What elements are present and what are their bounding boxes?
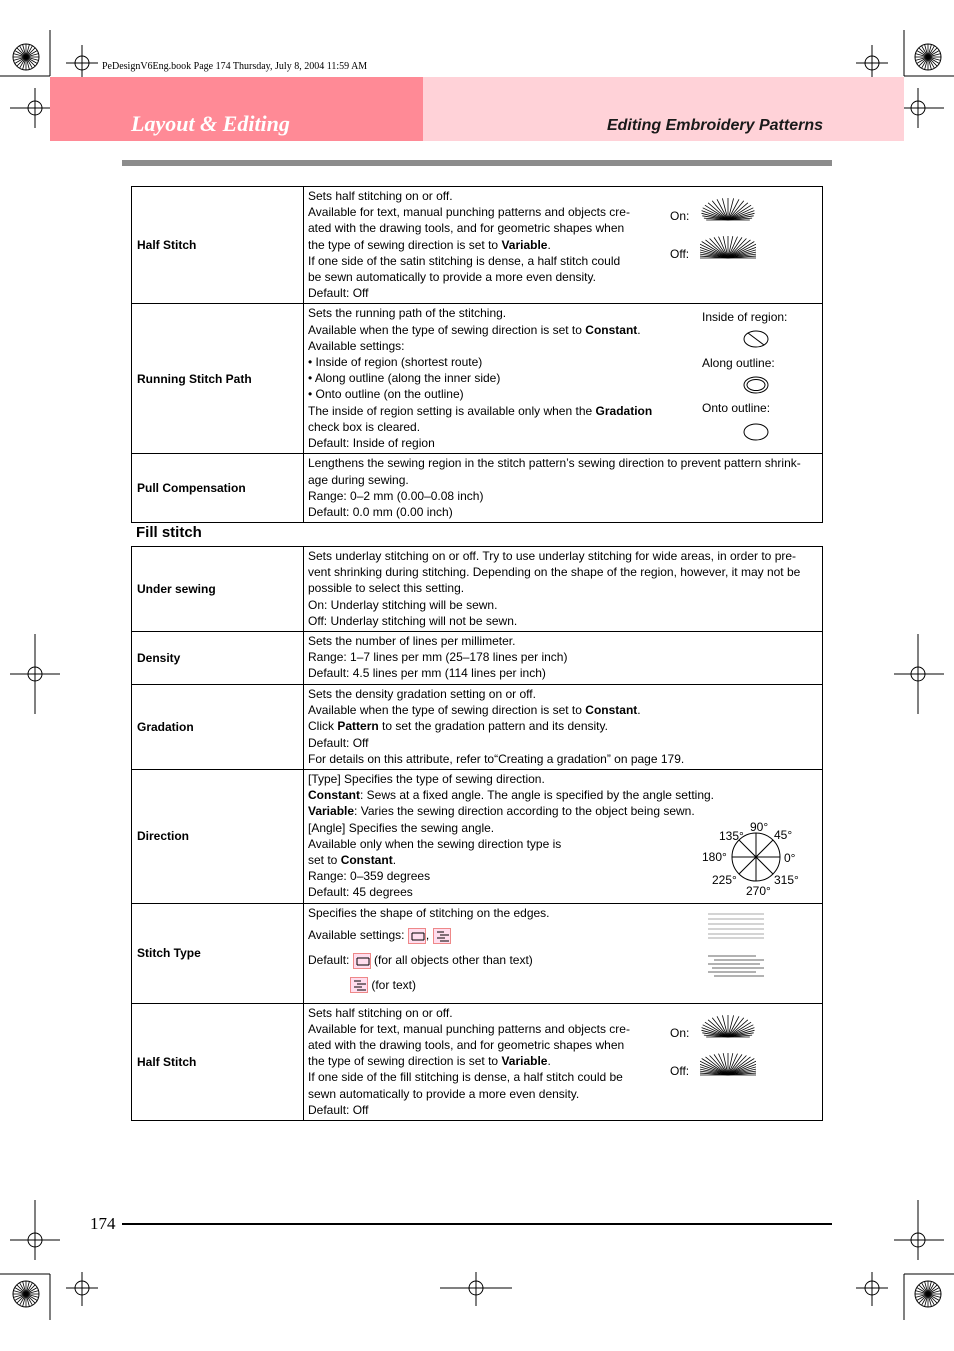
desc-line: set to Constant.: [308, 853, 397, 868]
attribute-description: [304, 1003, 823, 1120]
desc-line: Specifies the shape of stitching on the edges.: [308, 905, 550, 920]
desc-line: Constant: Sews at a fixed angle. The angle is specified by the angle setting.: [308, 788, 714, 803]
satin-attributes-table: [131, 186, 823, 523]
attribute-name: Half Stitch: [132, 187, 304, 304]
attribute-name: Under sewing: [132, 547, 304, 632]
half-stitch-off-icon: [700, 232, 756, 262]
desc-line: • Inside of region (shortest route): [308, 355, 483, 370]
attribute-name: Stitch Type: [132, 903, 304, 1003]
desc-line: Sets the running path of the stitching.: [308, 306, 507, 321]
onto-outline-label: Onto outline:: [702, 401, 771, 416]
chapter-title: Layout & Editing: [131, 111, 290, 136]
desc-line: Available settings: ,: [308, 927, 817, 944]
table-row: [132, 547, 823, 632]
table-row: [132, 304, 823, 454]
desc-line: Default: 45 degrees: [308, 885, 413, 900]
attribute-name: Half Stitch: [132, 1003, 304, 1120]
desc-line: Range: 0–2 mm (0.00–0.08 inch): [308, 488, 484, 503]
desc-line: Default: Inside of region: [308, 436, 435, 451]
section-title: Fill stitch: [136, 524, 202, 541]
section-subtitle: Editing Embroidery Patterns: [606, 117, 823, 134]
desc-line: Available when the type of sewing direction is set to Constant.: [308, 322, 641, 337]
attribute-description: [304, 304, 823, 454]
desc-line: On: Underlay stitching will be sewn.: [308, 597, 498, 612]
inside-region-label: Inside of region:: [702, 310, 788, 325]
inside-region-icon: [742, 329, 770, 349]
off-label: Off:: [670, 1063, 690, 1078]
desc-line: Available for text, manual punching patterns and objects cre-: [308, 205, 630, 220]
desc-line: Available only when the sewing direction type is: [308, 836, 562, 851]
desc-line: The inside of region setting is available only when the Gradation: [308, 403, 653, 418]
desc-line: If one side of the fill stitching is dense, a half stitch could be: [308, 1070, 623, 1085]
desc-line: Available settings:: [308, 338, 405, 353]
attribute-description: [304, 903, 823, 1003]
attribute-name: Gradation: [132, 685, 304, 770]
along-outline-label: Along outline:: [702, 356, 775, 371]
off-label: Off:: [670, 247, 690, 261]
desc-line: sewn automatically to provide a more even density.: [308, 1086, 580, 1101]
desc-line: the type of sewing direction is set to Variable.: [308, 1054, 551, 1069]
table-row: [132, 770, 823, 904]
attribute-name: Density: [132, 632, 304, 685]
desc-line: Sets the density gradation setting on or off.: [308, 687, 536, 702]
on-label: On:: [670, 1025, 690, 1040]
desc-line: ated with the drawing tools, and for geometric shapes when: [308, 221, 625, 236]
desc-line: [Type] Specifies the type of sewing direction.: [308, 772, 545, 787]
attribute-description: [304, 632, 823, 685]
page-number: 174: [90, 1214, 116, 1233]
desc-line: (for text): [308, 977, 817, 994]
desc-line: Available for text, manual punching patterns and objects cre-: [308, 1021, 630, 1036]
on-label: On:: [670, 209, 690, 223]
table-row: [132, 1003, 823, 1120]
zigzag-stitch-icon: [433, 928, 451, 944]
half-stitch-on-icon: [700, 1011, 756, 1039]
flat-stitch-icon: [408, 928, 426, 944]
print-line: PeDesignV6Eng.book Page 174 Thursday, July 8, 2004 11:59 AM: [102, 61, 368, 72]
angle-label: 45°: [774, 828, 793, 843]
table-row: [132, 685, 823, 770]
desc-line: Sets half stitching on or off.: [308, 189, 453, 203]
angle-label: 270°: [746, 884, 771, 899]
footer-rule: [122, 1223, 832, 1225]
desc-line: For details on this attribute, refer to“Creating a gradation” on page 179.: [308, 751, 685, 766]
desc-line: age during sewing.: [308, 472, 409, 487]
fill-attributes-table: [131, 546, 823, 1121]
attribute-description: [304, 547, 823, 632]
desc-line: Available when the type of sewing direction is set to Constant.: [308, 703, 641, 718]
desc-line: Range: 0–359 degrees: [308, 869, 431, 884]
desc-line: • Along outline (along the inner side): [308, 371, 501, 386]
half-stitch-off-icon: [700, 1049, 756, 1079]
half-stitch-on-icon: [700, 194, 756, 222]
attribute-name: Pull Compensation: [132, 454, 304, 523]
desc-line: Default: 0.0 mm (0.00 inch): [308, 505, 453, 520]
flat-stitch-icon: [353, 953, 371, 969]
onto-outline-icon: [742, 422, 770, 442]
desc-line: check box is cleared.: [308, 419, 421, 434]
desc-line: Sets underlay stitching on or off. Try to use underlay stitching for wide areas, in order to pre-: [308, 549, 797, 563]
desc-line: vent shrinking during stitching. Depending on the shape of the region, however, it may not be: [308, 565, 801, 580]
desc-line: Default: Off: [308, 1102, 369, 1117]
desc-line: possible to select this setting.: [308, 581, 465, 596]
angle-label: 225°: [712, 873, 737, 888]
attribute-name: Direction: [132, 770, 304, 904]
angle-label: 135°: [719, 829, 744, 844]
desc-line: [Angle] Specifies the sewing angle.: [308, 820, 495, 835]
desc-line: Default: (for all objects other than text): [308, 952, 533, 967]
desc-line: Default: Off: [308, 735, 369, 750]
table-row: [132, 632, 823, 685]
desc-line: the type of sewing direction is set to Variable.: [308, 237, 551, 252]
desc-line: Off: Underlay stitching will not be sewn.: [308, 613, 518, 628]
desc-line: ated with the drawing tools, and for geometric shapes when: [308, 1038, 625, 1053]
desc-line: Click Pattern to set the gradation pattern and its density.: [308, 719, 608, 734]
desc-line: Sets the number of lines per millimeter.: [308, 634, 516, 649]
attribute-name: Running Stitch Path: [132, 304, 304, 454]
desc-line: • Onto outline (on the outline): [308, 387, 464, 402]
table-row: [132, 187, 823, 304]
desc-line: If one side of the satin stitching is dense, a half stitch could: [308, 253, 621, 268]
along-outline-icon: [742, 375, 770, 395]
attribute-description: [304, 187, 823, 304]
attribute-description: [304, 454, 823, 523]
table-row: [132, 903, 823, 1003]
table-row: [132, 454, 823, 523]
angle-label: 0°: [784, 851, 796, 866]
desc-line: Default: 4.5 lines per mm (114 lines per inch): [308, 666, 546, 681]
flat-stitch-sample-icon: [706, 911, 766, 941]
angle-label: 315°: [774, 873, 799, 888]
attribute-description: [304, 770, 823, 904]
desc-line: Range: 1–7 lines per mm (25–178 lines per inch): [308, 650, 568, 665]
desc-line: be sewn automatically to provide a more even density.: [308, 270, 596, 285]
desc-line: Default: Off: [308, 286, 369, 301]
header-rule: [122, 160, 832, 166]
desc-line: Lengthens the sewing region in the stitch pattern’s sewing direction to prevent pattern shrink-: [308, 456, 801, 471]
angle-label: 180°: [702, 850, 727, 865]
desc-line: Variable: Varies the sewing direction according to the object being sewn.: [308, 804, 695, 819]
angle-label: 90°: [750, 820, 769, 835]
attribute-description: [304, 685, 823, 770]
zigzag-stitch-icon: [350, 977, 368, 993]
desc-line: Sets half stitching on or off.: [308, 1005, 453, 1020]
zigzag-stitch-sample-icon: [706, 953, 766, 981]
